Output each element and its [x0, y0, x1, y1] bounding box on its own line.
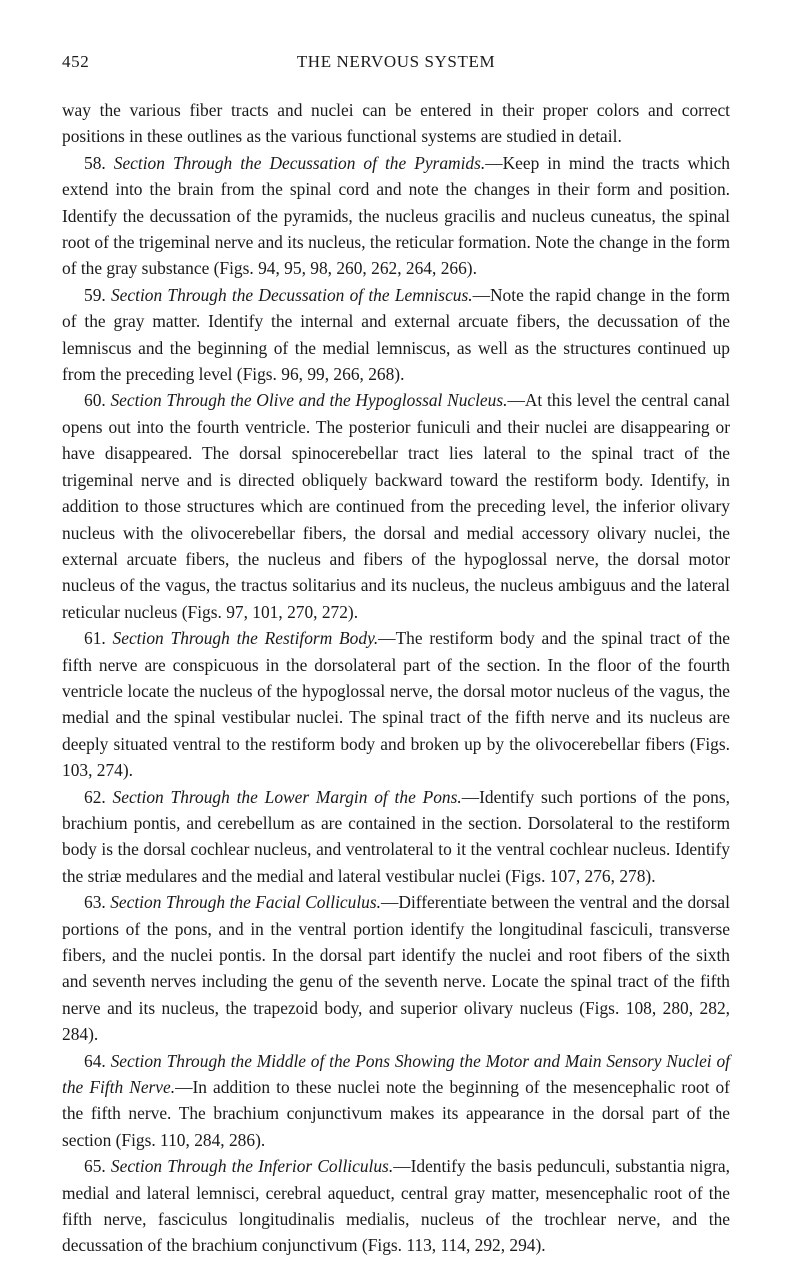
paragraph-62	[62, 784, 730, 890]
paragraph-58	[62, 150, 730, 282]
paragraph-text: —Keep in mind the tracts which extend into the brain from the spinal cord and note the changes in their form and position. Identify the decussation of the pyramids, the nucleus gracilis and nucleus cuneatus, the spinal root of the trigeminal nerve and its nucleus, the reticular formation. Note the change in the form of the gray substance (Figs. 94, 95, 98, 260, 262, 264, 266).	[62, 152, 730, 279]
paragraph-continuation	[62, 97, 730, 150]
section-title: Section Through the Restiform Body.	[112, 628, 379, 649]
paragraph-number: 59.	[84, 284, 111, 305]
section-title: Section Through the Olive and the Hypoglossal Nucleus.	[110, 390, 508, 411]
section-title: Section Through the Lower Margin of the Pons.	[112, 786, 462, 807]
paragraph-text: —The restiform body and the spinal tract of the fifth nerve are conspicuous in the dorsolateral part of the section. In the floor of the fourth ventricle locate the nucleus of the hypoglossal nerve, the dorsal motor nucleus of the vagus, the medial and the spinal vestibular nuclei. The spinal tract of the fifth nerve and its nucleus are deeply situated ventral to the restiform body and broken up by the olivocerebellar fibers (Figs. 103, 274).	[62, 628, 730, 781]
section-title: Section Through the Decussation of the Pyramids.	[113, 152, 486, 173]
paragraph-text: —Identify the basis pedunculi, substantia nigra, medial and lateral lemnisci, cerebral aqueduct, central gray matter, mesencephalic root of the fifth nerve, fasciculus longitudinalis medialis, nucleus of the trochlear nerve, and the decussation of the brachium conjunctivum (Figs. 113, 114, 292, 294).	[62, 1156, 730, 1256]
paragraph-text: —Differentiate between the ventral and the dorsal portions of the pons, and in the ventral portion identify the longitudinal fasciculi, transverse fibers, and the nuclei pontis. In the dorsal part identify the nuclei and root fibers of the sixth and seventh nerves including the genu of the seventh nerve. Locate the spinal tract of the fifth nerve and its nucleus, the trapezoid body, and superior olivary nucleus (Figs. 108, 280, 282, 284).	[62, 892, 730, 1045]
paragraph-65	[62, 1153, 730, 1259]
paragraph-text: way the various fiber tracts and nuclei can be entered in their proper colors and correct positions in these outlines as the various functional systems are studied in detail.	[62, 100, 730, 147]
section-title: Section Through the Facial Colliculus.	[110, 892, 381, 913]
section-title: Section Through the Middle of the Pons Showing the Motor and Main Sensory Nuclei of the Fifth Nerve.	[62, 1050, 730, 1098]
paragraph-60	[62, 387, 730, 625]
page-number: 452	[62, 52, 90, 71]
section-title: Section Through the Inferior Colliculus.	[110, 1156, 394, 1177]
paragraph-number: 61.	[84, 628, 113, 649]
paragraph-63	[62, 889, 730, 1047]
section-title: Section Through the Decussation of the Lemniscus.	[110, 284, 473, 305]
page-header	[62, 52, 730, 74]
paragraph-text: —In addition to these nuclei note the beginning of the mesencephalic root of the fifth nerve. The brachium conjunctivum makes its appearance in the dorsal part of the section (Figs. 110, 284, 286).	[62, 1077, 730, 1150]
paragraph-number: 60.	[84, 390, 111, 411]
paragraph-64	[62, 1048, 730, 1154]
paragraph-number: 64.	[84, 1050, 111, 1071]
paragraph-text: —At this level the central canal opens out into the fourth ventricle. The posterior funiculi and their nuclei are disappearing or have disappeared. The dorsal spinocerebellar tract lies lateral to the spinal tract of the trigeminal nerve and is directed obliquely backward toward the restiform body. Identify, in addition to those structures which are continued from the preceding level, the inferior olivary nucleus with the olivocerebellar fibers, the dorsal and medial accessory olivary nuclei, the external arcuate fibers, the nucleus and fibers of the hypoglossal nerve, the dorsal motor nucleus of the vagus, the tractus solitarius and its nucleus, the nucleus ambiguus and the lateral reticular nucleus (Figs. 97, 101, 270, 272).	[62, 390, 730, 622]
paragraph-number: 62.	[84, 786, 113, 807]
paragraph-number: 63.	[84, 892, 111, 913]
body-text	[62, 97, 730, 1259]
running-head: THE NERVOUS SYSTEM	[296, 52, 496, 71]
paragraph-text: —Note the rapid change in the form of the gray matter. Identify the internal and external arcuate fibers, the decussation of the lemniscus and the beginning of the medial lemniscus, as well as the structures continued up from the preceding level (Figs. 96, 99, 266, 268).	[62, 284, 730, 385]
paragraph-number: 65.	[84, 1156, 111, 1177]
paragraph-61	[62, 625, 730, 783]
paragraph-number: 58.	[84, 152, 114, 173]
paragraph-59	[62, 282, 730, 388]
paragraph-text: —Identify such portions of the pons, brachium pontis, and cerebellum as are contained in the section. Dorsolateral to the restiform body is the dorsal cochlear nucleus, and ventrolateral to it the ventral cochlear nucleus. Identify the striæ medulares and the medial and lateral vestibular nuclei (Figs. 107, 276, 278).	[62, 786, 730, 886]
